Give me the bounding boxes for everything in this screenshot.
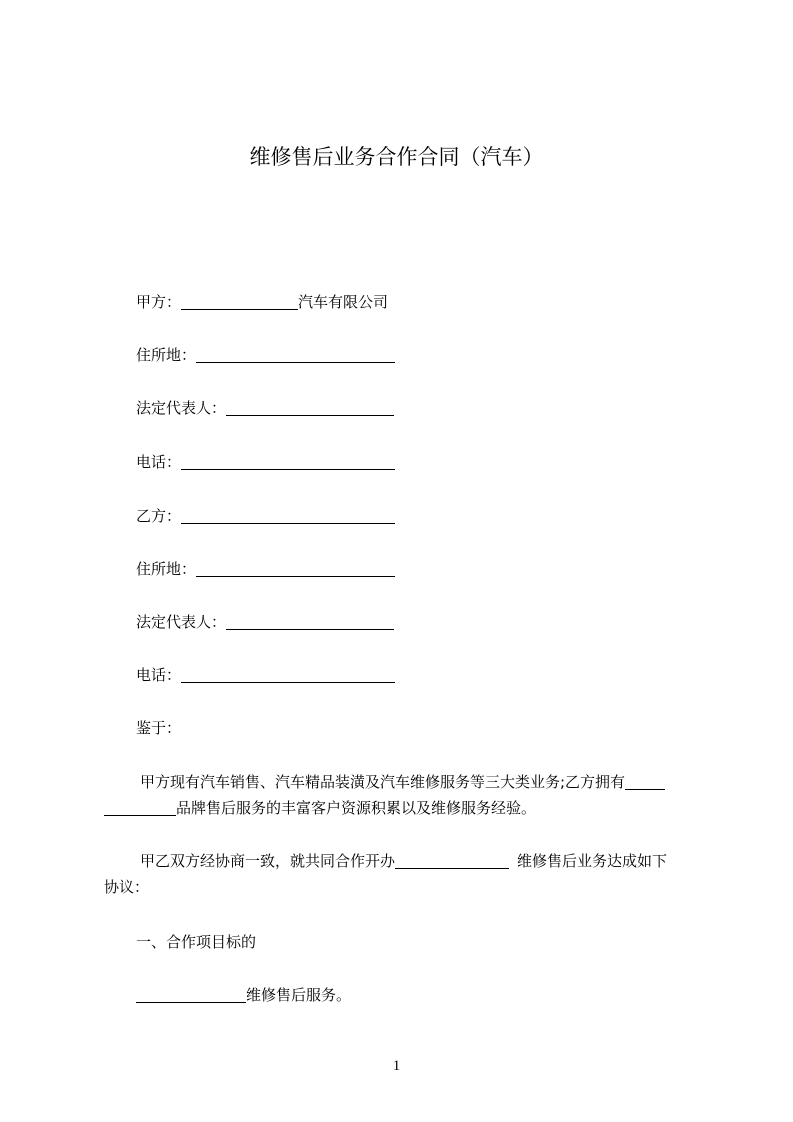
- party-b-address-blank: [196, 560, 395, 577]
- party-a-phone-label: 电话：: [136, 453, 182, 471]
- section-1-body-line: [136, 984, 351, 1006]
- party-b-rep-label: 法定代表人：: [136, 613, 227, 631]
- party-a-address-line: [136, 344, 395, 366]
- party-a-line: [136, 291, 388, 313]
- business-blank: [395, 852, 509, 869]
- whereas-label: 鉴于：: [136, 719, 182, 737]
- party-a-name-blank: [181, 293, 298, 310]
- party-a-address-blank: [196, 346, 395, 363]
- section-1-heading-line: [136, 931, 256, 953]
- party-b-name-blank: [181, 507, 395, 524]
- paragraph-background-line-1: [140, 771, 665, 793]
- section-1-heading: 一、合作项目标的: [136, 933, 257, 951]
- party-b-address-line: [136, 558, 395, 580]
- party-b-line: [136, 505, 395, 527]
- page-number: 1: [392, 1058, 401, 1074]
- brand-blank-1: [625, 773, 665, 790]
- whereas-line: [136, 717, 181, 739]
- paragraph-agreement-text-1a: 甲乙双方经协商一致，就共同合作开办: [140, 852, 396, 870]
- section-1-body: 维修售后服务。: [246, 986, 352, 1004]
- party-a-phone-line: [136, 451, 395, 473]
- document-title: 维修售后业务合作合同（汽车）: [249, 145, 544, 169]
- paragraph-agreement-line-2: [104, 876, 149, 898]
- party-a-label: 甲方：: [136, 293, 182, 311]
- party-b-rep-line: [136, 611, 394, 633]
- party-b-phone-blank: [181, 666, 395, 683]
- party-a-rep-line: [136, 397, 394, 419]
- brand-blank-2: [104, 799, 176, 816]
- party-a-suffix: 汽车有限公司: [298, 293, 389, 311]
- party-b-address-label: 住所地：: [136, 560, 197, 578]
- paragraph-agreement-line-1: [140, 850, 667, 872]
- paragraph-background-text-2: 品牌售后服务的丰富客户资源积累以及维修服务经验。: [176, 799, 537, 817]
- paragraph-background-line-2: [104, 797, 536, 819]
- paragraph-agreement-text-2: 协议：: [104, 878, 150, 896]
- party-a-address-label: 住所地：: [136, 346, 197, 364]
- party-b-rep-blank: [226, 613, 394, 630]
- party-b-phone-label: 电话：: [136, 666, 182, 684]
- paragraph-agreement-text-1b: 维修售后业务达成如下: [517, 852, 668, 870]
- party-a-rep-label: 法定代表人：: [136, 399, 227, 417]
- paragraph-background-text-1: 甲方现有汽车销售、汽车精品装潢及汽车维修服务等三大类业务;乙方拥有: [140, 773, 626, 791]
- service-blank: [136, 986, 246, 1003]
- party-a-phone-blank: [181, 453, 395, 470]
- party-a-rep-blank: [226, 399, 394, 416]
- party-b-phone-line: [136, 664, 395, 686]
- party-b-label: 乙方：: [136, 507, 182, 525]
